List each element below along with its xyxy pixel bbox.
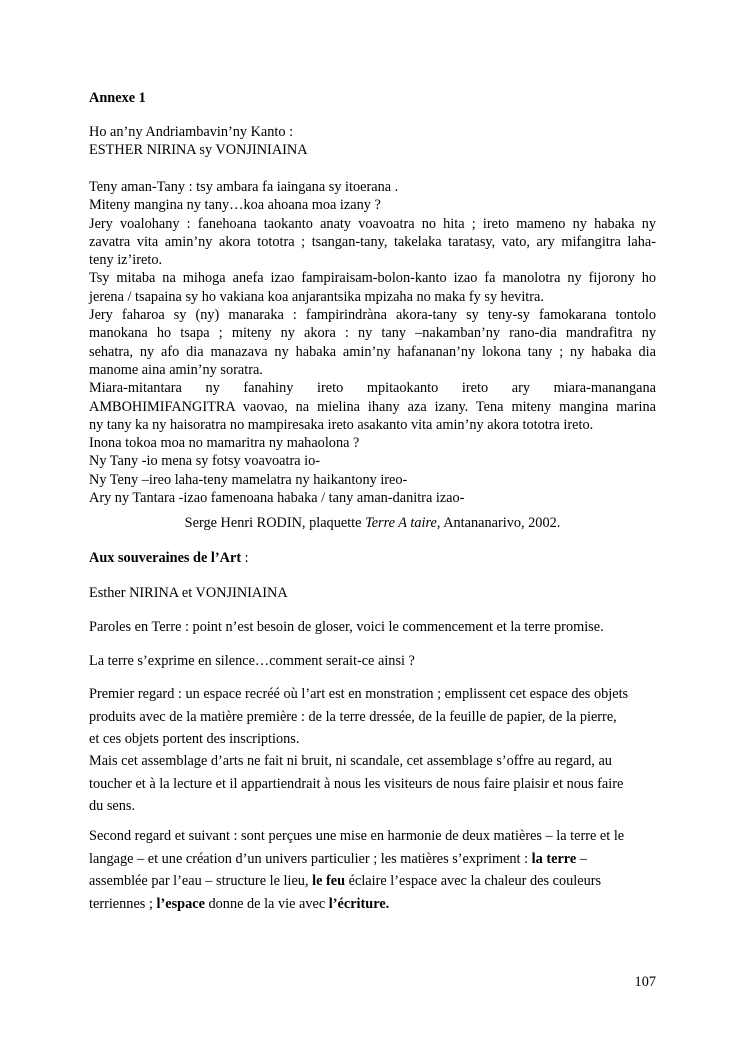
page-number: 107	[634, 974, 656, 990]
french-heading-text: Aux souveraines de l’Art	[89, 550, 242, 566]
poem-line: manokana ho tsapa ; miteny ny akora : ny tany –nakamban’ny rano-dia mandrafitra ny	[89, 325, 656, 342]
poem-line: zavatra vita amin’ny akora tototra ; tsangan-tany, takelaka taratasy, vato, ary mifangitra laha-	[89, 233, 656, 250]
paragraph-line: Premier regard : un espace recréé où l’art est en monstration ; emplissent cet espace des objets	[89, 686, 629, 702]
bold-term: l’écriture.	[328, 895, 390, 912]
paragraph-line: Second regard et suivant : sont perçues une mise en harmonie de deux matières – la terre et le	[89, 828, 625, 844]
poem-line: ny tany ka ny haisoratra no mampiresaka ireto asakanto vita amin’ny akora tototra ireto.	[89, 416, 594, 433]
paragraph-line: toucher et à la lecture et il appartiendrait à nous les visiteurs de nous faire plaisir et nous faire	[89, 775, 624, 792]
text-run: terriennes ;	[89, 895, 157, 912]
text-run: assemblée par l’eau – structure le lieu,	[89, 873, 313, 889]
attribution-author: Serge Henri RODIN, plaquette	[184, 515, 366, 532]
bold-term: le feu	[312, 873, 346, 889]
french-heading	[89, 547, 656, 570]
poem-line: Tsy mitaba na mihoga anefa izao fampiraisam-bolon-kanto izao fa manolotra ny fijorony ho	[89, 270, 656, 287]
poem-line: teny iz’ireto.	[89, 252, 163, 269]
french-paragraph	[89, 750, 656, 818]
text-run: donne de la vie avec	[204, 895, 329, 912]
poem-line: AMBOHIMIFANGITRA vaovao, na mielina ihany aza izany. Tena miteny mangina marina	[89, 398, 656, 415]
poem-line: Miteny mangina ny tany…koa ahoana moa izany ?	[89, 197, 381, 214]
bold-term: l’espace	[156, 895, 205, 912]
poem-line: Jery faharoa sy (ny) manaraka : fampirindràna akora-tany sy teny-sy famokarana tontolo	[89, 307, 656, 324]
poem-line: Inona tokoa moa no mamaritra ny mahaolona ?	[89, 435, 360, 452]
document-page	[89, 0, 656, 1053]
paragraph-line: Mais cet assemblage d’arts ne fait ni bruit, ni scandale, cet assemblage s’offre au regard, au	[89, 753, 612, 769]
poem-line: manome aina amin’ny soratra.	[89, 361, 263, 378]
paragraph-line: produits avec de la matière première : de la terre dressée, de la feuille de papier, de la pierre,	[89, 708, 617, 725]
malagasy-poem	[89, 178, 656, 507]
french-paragraph	[89, 683, 656, 751]
poem-line: Teny aman-Tany : tsy ambara fa iaingana sy itoerana .	[89, 179, 399, 195]
text-run: –	[576, 850, 587, 867]
paragraph-line	[89, 848, 656, 871]
poem-line: Ary ny Tantara -izao famenoana habaka / tany aman-danitra izao-	[89, 490, 465, 507]
dedication-names: ESTHER NIRINA sy VONJINIAINA	[89, 142, 308, 159]
paragraph-line: du sens.	[89, 798, 136, 814]
poem-attribution	[89, 515, 656, 532]
paragraph-line	[89, 870, 656, 893]
text-run: éclaire l’espace avec la chaleur des couleurs	[345, 873, 602, 889]
attribution-place-date: Antananarivo, 2002.	[440, 515, 561, 532]
text-run: langage – et une création d’un univers particulier ; les matières s’expriment :	[89, 850, 532, 867]
attribution-title: Terre A taire,	[365, 515, 441, 532]
french-names: Esther NIRINA et VONJINIAINA	[89, 585, 288, 601]
french-paragraph: La terre s’exprime en silence…comment serait-ce ainsi ?	[89, 653, 415, 669]
french-paragraph	[89, 825, 656, 915]
poem-line: Ny Tany -io mena sy fotsy voavoatra io-	[89, 453, 321, 470]
paragraph-line	[89, 893, 656, 916]
poem-line: Miara-mitantara ny fanahiny ireto mpitaokanto ireto ary miara-manangana	[89, 380, 656, 397]
paragraph-line: et ces objets portent des inscriptions.	[89, 731, 300, 747]
dedication-line: Ho an’ny Andriambavin’ny Kanto :	[89, 124, 294, 140]
bold-term: la terre	[531, 850, 577, 867]
french-heading-colon: :	[241, 550, 249, 566]
poem-line: Jery voalohany : fanehoana taokanto anaty voavoatra no hita ; ireto mameno ny habaka ny	[89, 215, 656, 232]
poem-dedication	[89, 123, 656, 160]
annex-title: Annexe 1	[89, 90, 146, 106]
poem-line: sehatra, ny afo dia manazava ny habaka amin’ny hafananan’ny lokona tany ; ny habaka dia	[89, 343, 656, 360]
french-paragraph: Paroles en Terre : point n’est besoin de gloser, voici le commencement et la terre promise.	[89, 619, 604, 635]
poem-line: jerena / tsapaina sy ho vakiana koa anjarantsika mpizaha no maka fy sy hevitra.	[89, 288, 544, 305]
poem-line: Ny Teny –ireo laha-teny mamelatra ny haikantony ireo-	[89, 471, 408, 488]
